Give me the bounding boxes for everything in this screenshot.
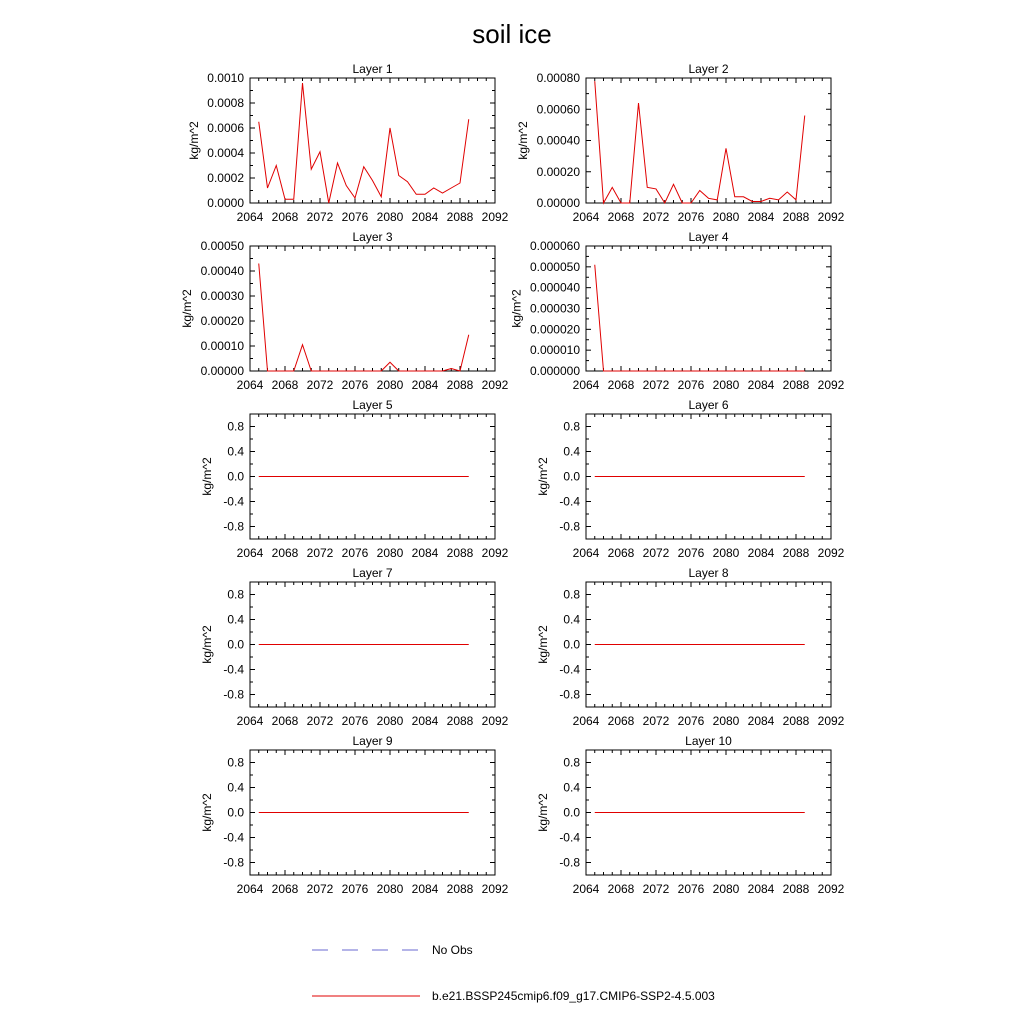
- panel-title: Layer 6: [688, 398, 729, 412]
- y-tick-label: 0.4: [227, 444, 244, 459]
- x-tick-label: 2088: [446, 378, 474, 392]
- x-tick-label: 2068: [271, 210, 299, 224]
- y-axis-label: kg/m^2: [516, 121, 531, 160]
- y-tick-label: 0.0006: [207, 121, 244, 135]
- x-tick-label: 2092: [481, 714, 509, 728]
- x-tick-label: 2072: [306, 210, 334, 224]
- y-tick-label: 0.00020: [536, 164, 580, 179]
- x-tick-label: 2088: [446, 882, 474, 896]
- x-tick-label: 2064: [236, 378, 264, 392]
- y-tick-label: 0.00040: [536, 133, 580, 148]
- x-tick-label: 2064: [236, 714, 264, 728]
- x-tick-label: 2084: [747, 546, 775, 560]
- y-tick-label: 0.000000: [529, 364, 580, 378]
- y-tick-label: 0.00080: [536, 71, 580, 85]
- y-tick-label: 0.00000: [200, 364, 244, 378]
- x-tick-label: 2064: [572, 714, 600, 728]
- x-tick-label: 2068: [607, 882, 635, 896]
- y-tick-label: 0.000010: [529, 343, 580, 358]
- x-tick-label: 2080: [376, 210, 404, 224]
- x-tick-label: 2092: [817, 882, 845, 896]
- x-tick-label: 2064: [572, 546, 600, 560]
- y-tick-label: 0.00030: [200, 289, 244, 303]
- x-tick-label: 2072: [642, 882, 670, 896]
- y-axis-label: kg/m^2: [509, 289, 524, 328]
- x-tick-label: 2072: [306, 714, 334, 728]
- y-tick-label: 0.000030: [529, 301, 580, 316]
- y-axis-label: kg/m^2: [200, 457, 215, 496]
- panel-title: Layer 2: [688, 62, 729, 76]
- x-tick-label: 2092: [817, 210, 845, 224]
- y-tick-label: 0.00020: [200, 314, 244, 328]
- y-tick-label: 0.0010: [207, 71, 244, 85]
- y-axis-label: kg/m^2: [536, 793, 551, 832]
- x-tick-label: 2084: [411, 714, 439, 728]
- y-tick-label: 0.4: [227, 612, 244, 627]
- x-tick-label: 2076: [677, 882, 705, 896]
- x-tick-label: 2080: [712, 210, 740, 224]
- y-tick-label: 0.0: [227, 805, 244, 820]
- y-tick-label: 0.00050: [200, 239, 244, 253]
- x-tick-label: 2072: [642, 546, 670, 560]
- y-tick-label: -0.4: [559, 662, 580, 677]
- x-tick-label: 2084: [411, 210, 439, 224]
- y-tick-label: -0.8: [223, 855, 244, 870]
- x-tick-label: 2068: [271, 714, 299, 728]
- x-tick-label: 2072: [642, 210, 670, 224]
- x-tick-label: 2088: [782, 210, 810, 224]
- y-tick-label: 0.00010: [200, 339, 244, 353]
- y-tick-label: -0.8: [559, 687, 580, 702]
- x-tick-label: 2092: [481, 210, 509, 224]
- y-tick-label: -0.8: [559, 855, 580, 870]
- legend-label-no-obs: No Obs: [432, 943, 473, 957]
- panel-title: Layer 5: [352, 398, 393, 412]
- x-tick-label: 2088: [446, 210, 474, 224]
- x-tick-label: 2088: [446, 546, 474, 560]
- x-tick-label: 2064: [236, 210, 264, 224]
- x-tick-label: 2064: [236, 546, 264, 560]
- x-tick-label: 2084: [747, 882, 775, 896]
- y-tick-label: 0.0004: [207, 146, 244, 160]
- x-tick-label: 2076: [677, 378, 705, 392]
- y-tick-label: 0.4: [563, 780, 580, 795]
- y-tick-label: 0.4: [563, 444, 580, 459]
- x-tick-label: 2088: [782, 882, 810, 896]
- y-tick-label: -0.4: [559, 494, 580, 509]
- panel-title: Layer 8: [688, 566, 729, 580]
- x-tick-label: 2068: [607, 546, 635, 560]
- x-tick-label: 2072: [306, 882, 334, 896]
- y-tick-label: -0.4: [559, 830, 580, 845]
- y-tick-label: 0.0: [563, 469, 580, 484]
- x-tick-label: 2080: [376, 882, 404, 896]
- x-tick-label: 2072: [306, 546, 334, 560]
- panel-title: Layer 4: [688, 230, 729, 244]
- y-tick-label: -0.4: [223, 494, 244, 509]
- y-tick-label: 0.4: [227, 780, 244, 795]
- x-tick-label: 2068: [271, 378, 299, 392]
- x-tick-label: 2076: [341, 714, 369, 728]
- x-tick-label: 2068: [271, 882, 299, 896]
- x-tick-label: 2068: [607, 210, 635, 224]
- y-tick-label: 0.000060: [529, 239, 580, 253]
- y-tick-label: 0.0: [563, 637, 580, 652]
- y-tick-label: 0.8: [227, 419, 244, 434]
- x-tick-label: 2092: [481, 378, 509, 392]
- x-tick-label: 2072: [306, 378, 334, 392]
- y-tick-label: -0.4: [223, 830, 244, 845]
- x-tick-label: 2084: [747, 210, 775, 224]
- x-tick-label: 2076: [677, 546, 705, 560]
- x-tick-label: 2080: [712, 378, 740, 392]
- x-tick-label: 2076: [341, 882, 369, 896]
- panel-title: Layer 7: [352, 566, 393, 580]
- y-tick-label: 0.8: [227, 755, 244, 770]
- x-tick-label: 2064: [572, 378, 600, 392]
- x-tick-label: 2088: [782, 546, 810, 560]
- y-tick-label: 0.0: [227, 637, 244, 652]
- y-tick-label: 0.0: [563, 805, 580, 820]
- y-tick-label: 0.8: [227, 587, 244, 602]
- x-tick-label: 2064: [236, 882, 264, 896]
- x-tick-label: 2076: [341, 546, 369, 560]
- x-tick-label: 2068: [607, 378, 635, 392]
- x-tick-label: 2080: [712, 546, 740, 560]
- y-axis-label: kg/m^2: [186, 121, 201, 160]
- y-tick-label: 0.00060: [536, 102, 580, 117]
- y-tick-label: 0.00000: [536, 196, 580, 210]
- x-tick-label: 2072: [642, 378, 670, 392]
- x-tick-label: 2064: [572, 210, 600, 224]
- x-tick-label: 2064: [572, 882, 600, 896]
- y-tick-label: 0.000040: [529, 280, 580, 295]
- y-tick-label: 0.8: [563, 755, 580, 770]
- y-axis-label: kg/m^2: [536, 625, 551, 664]
- x-tick-label: 2088: [782, 378, 810, 392]
- x-tick-label: 2080: [376, 714, 404, 728]
- figure-title: soil ice: [472, 19, 552, 49]
- x-tick-label: 2076: [341, 378, 369, 392]
- x-tick-label: 2084: [411, 882, 439, 896]
- legend-label-model: b.e21.BSSP245cmip6.f09_g17.CMIP6-SSP2-4.5.003: [432, 989, 715, 1003]
- x-tick-label: 2092: [481, 882, 509, 896]
- y-tick-label: 0.0002: [207, 171, 244, 185]
- x-tick-label: 2076: [677, 714, 705, 728]
- x-tick-label: 2092: [817, 714, 845, 728]
- x-tick-label: 2092: [817, 378, 845, 392]
- panel-title: Layer 3: [352, 230, 393, 244]
- y-tick-label: -0.8: [223, 519, 244, 534]
- x-tick-label: 2068: [271, 546, 299, 560]
- x-tick-label: 2088: [446, 714, 474, 728]
- y-axis-label: kg/m^2: [180, 289, 195, 328]
- x-tick-label: 2084: [411, 378, 439, 392]
- y-tick-label: 0.0: [227, 469, 244, 484]
- x-tick-label: 2080: [712, 882, 740, 896]
- y-tick-label: 0.8: [563, 587, 580, 602]
- y-tick-label: 0.4: [563, 612, 580, 627]
- x-tick-label: 2076: [341, 210, 369, 224]
- y-tick-label: 0.000020: [529, 322, 580, 337]
- panel-title: Layer 10: [685, 734, 732, 748]
- x-tick-label: 2076: [677, 210, 705, 224]
- x-tick-label: 2084: [747, 378, 775, 392]
- y-tick-label: 0.00040: [200, 264, 244, 278]
- x-tick-label: 2080: [376, 378, 404, 392]
- y-tick-label: 0.0008: [207, 96, 244, 110]
- x-tick-label: 2092: [481, 546, 509, 560]
- x-tick-label: 2092: [817, 546, 845, 560]
- y-tick-label: 0.0000: [207, 196, 244, 210]
- x-tick-label: 2084: [411, 546, 439, 560]
- x-tick-label: 2080: [712, 714, 740, 728]
- y-tick-label: -0.8: [223, 687, 244, 702]
- x-tick-label: 2068: [607, 714, 635, 728]
- y-tick-label: -0.8: [559, 519, 580, 534]
- y-axis-label: kg/m^2: [536, 457, 551, 496]
- x-tick-label: 2084: [747, 714, 775, 728]
- y-axis-label: kg/m^2: [200, 793, 215, 832]
- panel-title: Layer 9: [352, 734, 393, 748]
- y-tick-label: -0.4: [223, 662, 244, 677]
- panel-title: Layer 1: [352, 62, 393, 76]
- y-tick-label: 0.8: [563, 419, 580, 434]
- y-tick-label: 0.000050: [529, 259, 580, 274]
- x-tick-label: 2088: [782, 714, 810, 728]
- x-tick-label: 2080: [376, 546, 404, 560]
- y-axis-label: kg/m^2: [200, 625, 215, 664]
- x-tick-label: 2072: [642, 714, 670, 728]
